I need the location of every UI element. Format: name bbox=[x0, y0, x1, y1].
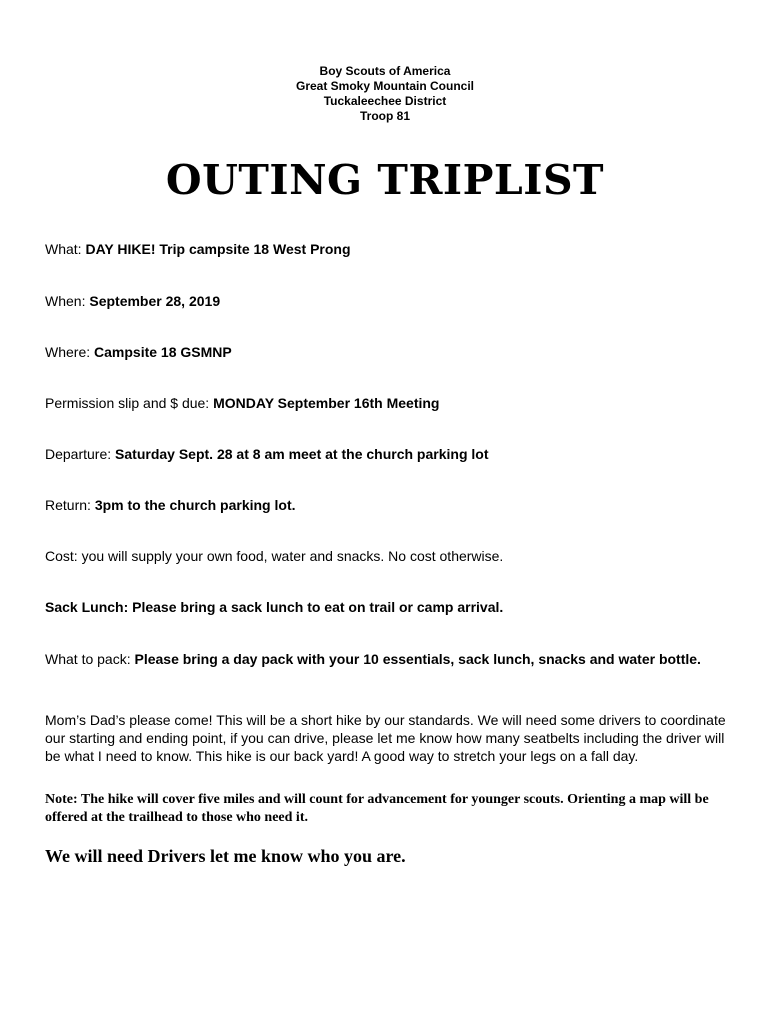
field-return-label: Return: bbox=[45, 497, 95, 513]
field-where-label: Where: bbox=[45, 344, 95, 360]
field-departure-label: Departure: bbox=[45, 446, 116, 462]
field-departure bbox=[45, 445, 735, 463]
field-return bbox=[45, 496, 735, 514]
page-title: OUTING TRIPLIST bbox=[165, 156, 605, 204]
organization-header bbox=[0, 64, 770, 124]
field-when-value: September 28, 2019 bbox=[89, 293, 221, 309]
field-sack-lunch-text: Sack Lunch: Please bring a sack lunch to eat on trail or camp arrival. bbox=[45, 599, 504, 615]
field-departure-value: Saturday Sept. 28 at 8 am meet at the church parking lot bbox=[115, 446, 489, 462]
field-permission bbox=[45, 394, 735, 412]
field-permission-label: Permission slip and $ due: bbox=[45, 395, 214, 411]
field-what bbox=[45, 240, 735, 258]
header-district: Tuckaleechee District bbox=[323, 94, 447, 108]
header-organization: Boy Scouts of America bbox=[319, 64, 451, 78]
field-sack-lunch bbox=[45, 598, 735, 616]
header-council: Great Smoky Mountain Council bbox=[295, 79, 475, 93]
field-return-value: 3pm to the church parking lot. bbox=[94, 497, 296, 513]
parents-paragraph: Mom’s Dad’s please come! This will be a short hike by our standards. We will need some drivers to coordinate our starting and ending point, if you can drive, please let me know how many seatbelts including the driver will be what I need to know. This hike is our back yard! A good way to stretch your legs on a fall day. bbox=[45, 712, 726, 764]
field-where-value: Campsite 18 GSMNP bbox=[94, 344, 232, 360]
field-cost: Cost: you will supply your own food, water and snacks. No cost otherwise. bbox=[45, 548, 504, 564]
header-troop: Troop 81 bbox=[359, 109, 410, 123]
field-pack-value: Please bring a day pack with your 10 essentials, sack lunch, snacks and water bottle. bbox=[134, 651, 701, 667]
drivers-request: We will need Drivers let me know who you are. bbox=[45, 846, 406, 866]
field-pack-label: What to pack: bbox=[45, 651, 135, 667]
field-what-value: DAY HIKE! Trip campsite 18 West Prong bbox=[85, 241, 351, 257]
field-where bbox=[45, 343, 735, 361]
field-when-label: When: bbox=[45, 293, 90, 309]
field-when bbox=[45, 292, 735, 310]
field-what-to-pack bbox=[45, 650, 735, 668]
field-permission-value: MONDAY September 16th Meeting bbox=[213, 395, 440, 411]
field-what-label: What: bbox=[45, 241, 86, 257]
note-paragraph: Note: The hike will cover five miles and will count for advancement for younger scouts. Orienting a map will be offered at the trailhead to those who need it. bbox=[45, 792, 709, 825]
